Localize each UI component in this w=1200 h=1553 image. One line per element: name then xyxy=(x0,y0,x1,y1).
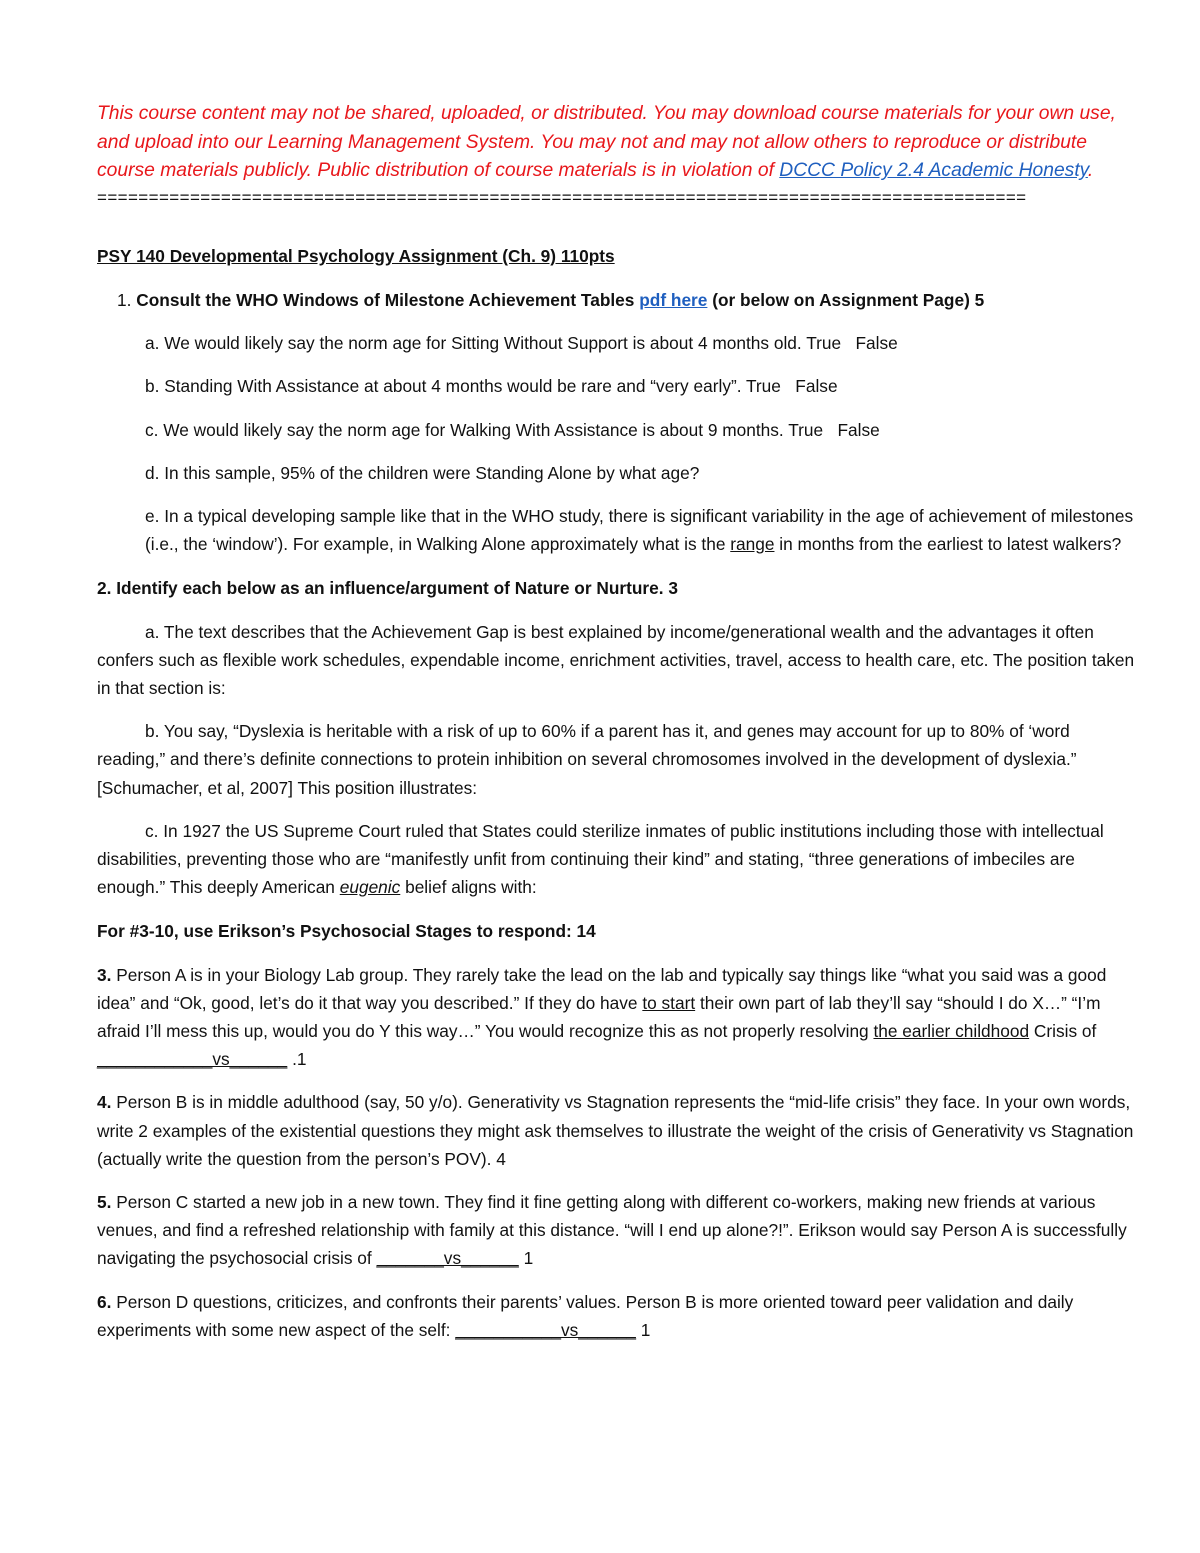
q1-lead: Consult the WHO Windows of Milestone Achievement Tables xyxy=(136,289,635,310)
question-1b: b. Standing With Assistance at about 4 months would be rare and “very early”. True False xyxy=(145,376,838,397)
q1-tail: (or below on Assignment Page) 5 xyxy=(712,289,985,310)
q3-end: .1 xyxy=(287,1049,307,1070)
question-2b: b. You say, “Dyslexia is heritable with a risk of up to 60% if a parent has it, and genes may account for up to 80% of ‘word reading,” and there’s definite connections to protein inhibition on several chromosomes involved in the development of dyslexia.” [Schumacher, et al, 2007] This position illustrates: xyxy=(97,721,1077,798)
q3-earlier-childhood: the earlier childhood xyxy=(873,1021,1030,1042)
q3-mid: their own part of lab they’ll say “should I do X…” “I’m afraid I’ll mess this up, would you do Y this way…” You would recognize this as not properly resolving xyxy=(97,992,1101,1042)
question-2a: a. The text describes that the Achievement Gap is best explained by income/generational wealth and the advantages it often confers such as flexible work schedules, expendable income, enrichment activities, travel, access to health care, etc. The position taken in that section is: xyxy=(97,621,1135,699)
copyright-notice xyxy=(97,100,1137,186)
q4-text: Person B is in middle adulthood (say, 50 y/o). Generativity vs Stagnation represents the “mid-life crisis” they face. In your own words, write 2 examples of the existential questions they might ask themselves to illustrate the weight of the crisis of Generativity vs Stagnation (actually write the question from the person’s POV). 4 xyxy=(97,1092,1134,1169)
policy-link[interactable]: DCCC Policy 2.4 Academic Honesty xyxy=(779,160,1088,182)
q1e-range: range xyxy=(730,534,775,555)
q1-number: 1. xyxy=(117,289,132,310)
separator-line: ========================================================================================== xyxy=(97,187,1027,207)
question-1e xyxy=(97,502,1137,558)
q6-end: 1 xyxy=(635,1319,651,1340)
q1e-post: in months from the earliest to latest walkers? xyxy=(774,534,1122,555)
q2c-pre: c. In 1927 the US Supreme Court ruled that States could sterilize inmates of public institutions including those with intellectual disabilities, preventing those who are “manifestly unfit from continuing their kind” and stating, “three generations of imbeciles are enough.” This deeply American xyxy=(97,820,1104,898)
assignment-title: PSY 140 Developmental Psychology Assignment (Ch. 9) 110pts xyxy=(97,245,615,266)
erikson-heading: For #3-10, use Erikson’s Psychosocial Stages to respond: 14 xyxy=(97,921,596,942)
q3-number: 3. xyxy=(97,964,112,985)
q2c-post: belief aligns with: xyxy=(400,877,537,898)
q3-to-start: to start xyxy=(642,992,696,1013)
q5-text: Person C started a new job in a new town. They find it fine getting along with different co-workers, making new friends at various venues, and find a refreshed relationship with family at this distance. “will I end up alone?!”. Erikson would say Person A is successfully navigating the psychosocial crisis of xyxy=(97,1192,1127,1269)
question-2-heading: 2. Identify each below as an influence/argument of Nature or Nurture. 3 xyxy=(97,578,678,599)
question-5 xyxy=(97,1188,1137,1273)
q6-number: 6. xyxy=(97,1291,112,1312)
question-2c xyxy=(97,817,1137,902)
question-1c: c. We would likely say the norm age for Walking With Assistance is about 9 months. True False xyxy=(145,419,880,440)
question-3 xyxy=(97,961,1137,1074)
q5-answer-blank[interactable]: _______vs______ xyxy=(376,1248,519,1269)
notice-end: . xyxy=(1087,160,1094,182)
q2c-eugenic: eugenic xyxy=(339,877,401,898)
document-page xyxy=(97,100,1137,1344)
q6-text: Person D questions, criticizes, and confronts their parents’ values. Person B is more oriented toward peer validation and daily experiments with some new aspect of the self: xyxy=(97,1291,1074,1340)
question-1a: a. We would likely say the norm age for Sitting Without Support is about 4 months old. True False xyxy=(145,333,898,354)
question-1d: d. In this sample, 95% of the children were Standing Alone by what age? xyxy=(145,462,700,483)
q4-number: 4. xyxy=(97,1092,112,1113)
q3-post: Crisis of xyxy=(1029,1021,1097,1042)
question-6 xyxy=(97,1288,1137,1344)
q1e-pre: e. In a typical developing sample like that in the WHO study, there is significant variability in the age of achievement of milestones (i.e., the ‘window’). For example, in Walking Alone approximately what is the xyxy=(145,506,1134,555)
q3-pre: Person A is in your Biology Lab group. They rarely take the lead on the lab and typically say things like “what you said was a good idea” and “Ok, good, let’s do it that way you described.” If they do have xyxy=(97,964,1107,1013)
q5-number: 5. xyxy=(97,1192,112,1213)
q5-end: 1 xyxy=(518,1248,534,1269)
question-1-heading xyxy=(97,286,1137,314)
q6-answer-blank[interactable]: ___________vs______ xyxy=(455,1319,636,1340)
pdf-here-link[interactable]: pdf here xyxy=(639,289,708,310)
q3-answer-blank[interactable]: ____________vs______ xyxy=(97,1049,288,1070)
notice-text: This course content may not be shared, uploaded, or distributed. You may download course materials for your own use, and upload into our Learning Management System. You may not and may not allow others to reproduce or distribute course materials publicly. Public distribution of course materials is in violation of xyxy=(97,103,1116,182)
question-4 xyxy=(97,1088,1137,1173)
